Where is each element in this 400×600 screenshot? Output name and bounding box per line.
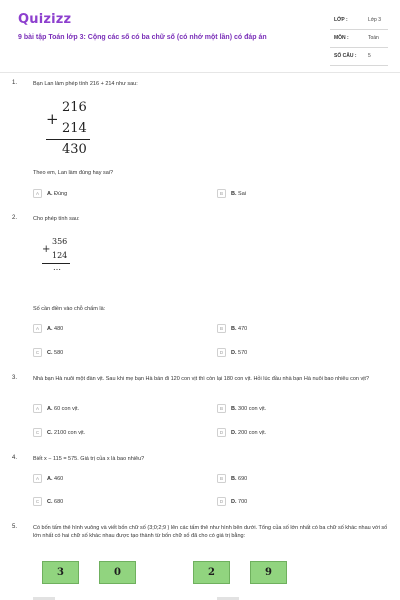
meta-row-grade (330, 12, 388, 30)
option-text: 700 (238, 498, 248, 505)
option-text: 580 (54, 349, 64, 356)
digit-card: 3 (42, 561, 79, 584)
question-number: 3. (12, 375, 18, 381)
option-label: D. (231, 498, 237, 505)
option-letter-box: B (217, 324, 226, 333)
calc-operand-b: 214 (62, 121, 87, 136)
option-text: 480 (54, 325, 64, 332)
digit-card: 9 (250, 561, 287, 584)
meta-label: LỚP : (334, 17, 348, 23)
meta-row-subject (330, 30, 388, 48)
option-text: 570 (238, 349, 248, 356)
meta-value: 5 (368, 53, 371, 59)
option-text: 680 (54, 498, 64, 505)
option-text: Đúng (54, 190, 68, 197)
question-text: Có bốn tấm thẻ hình vuông và viết bốn chữ số (3;0;2;9 ) lên các tấm thẻ như hình bên dưới. Tổng của số lớn nhất có ba chữ số khác nhau với số lớn nhất có hai chữ số khác nhau được tạo thành từ bốn chữ số đã cho có giá trị bằng: (33, 525, 388, 539)
option-text: 470 (238, 325, 248, 332)
header-divider (0, 72, 400, 73)
worksheet-title: 9 bài tập Toán lớp 3: Cộng các số có ba chữ số (có nhớ một lần) có đáp án (18, 34, 267, 41)
calculation-1 (44, 100, 94, 160)
meta-row-question-count (330, 48, 388, 66)
plus-sign: + (42, 244, 51, 255)
option-text: 460 (54, 475, 64, 482)
option-letter-box: D (217, 497, 226, 506)
question-number: 4. (12, 455, 18, 461)
calc-result: … (53, 263, 61, 272)
question-number: 2. (12, 215, 18, 221)
question-text: Cho phép tính sau: (33, 216, 80, 222)
meta-value: Lớp 3 (368, 17, 382, 23)
plus-sign: + (46, 110, 59, 128)
quizizz-logo: Quizizz (18, 12, 72, 27)
option-label: C. (47, 349, 53, 356)
option-letter-box: D (217, 428, 226, 437)
option-label: A. (47, 190, 53, 197)
calc-result: 430 (62, 142, 87, 157)
option-label: C. (47, 429, 53, 436)
option-label: D. (231, 429, 237, 436)
worksheet-header (0, 0, 400, 70)
option-letter-box: C (33, 348, 42, 357)
option-label: D. (231, 349, 237, 356)
option-label: B. (231, 190, 237, 197)
option-text: 300 con vịt. (238, 405, 267, 412)
calculation-2 (40, 237, 80, 285)
question-subtext: Theo em, Lan làm đúng hay sai? (33, 170, 114, 176)
question-text: Biết x − 115 = 575. Giá trị của x là bao nhiêu? (33, 456, 145, 462)
option-letter-box: B (217, 474, 226, 483)
option-letter-box: A (33, 189, 42, 198)
option-letter-box: D (217, 348, 226, 357)
option-label: B. (231, 325, 237, 332)
option-letter-box: C (33, 497, 42, 506)
question-text: Bạn Lan làm phép tính 216 + 214 như sau: (33, 81, 138, 87)
meta-label: MÔN : (334, 35, 349, 41)
meta-label: SỐ CÂU : (334, 53, 357, 59)
option-letter-box: A (33, 474, 42, 483)
calc-line (46, 139, 90, 140)
option-label: A. (47, 405, 53, 412)
question-subtext: Số cần điền vào chỗ chấm là: (33, 306, 106, 312)
option-label: B. (231, 405, 237, 412)
meta-value: Toán (368, 35, 379, 41)
question-number: 5. (12, 524, 18, 530)
option-letter-box: B (217, 189, 226, 198)
worksheet-meta (330, 12, 388, 66)
option-text: 2100 con vịt. (54, 429, 86, 436)
option-label: A. (47, 325, 53, 332)
option-text: 690 (238, 475, 248, 482)
option-text: 60 con vịt. (54, 405, 80, 412)
option-label: C. (47, 498, 53, 505)
calc-operand-a: 356 (52, 237, 68, 246)
option-letter-box: B (217, 404, 226, 413)
option-text: Sai (238, 190, 246, 197)
digit-card: 2 (193, 561, 230, 584)
option-letter-box: C (33, 428, 42, 437)
option-label: A. (47, 475, 53, 482)
option-text: 200 con vịt. (238, 429, 267, 436)
option-letter-box: A (33, 404, 42, 413)
digit-card: 0 (99, 561, 136, 584)
calc-operand-b: 124 (52, 251, 68, 260)
calc-operand-a: 216 (62, 100, 87, 115)
question-number: 1. (12, 80, 18, 86)
option-letter-box: A (33, 324, 42, 333)
question-text: Nhà bạn Hà nuôi một đàn vịt. Sau khi mẹ bạn Hà bán đi 120 con vịt thì còn lại 180 con vịt. Hỏi lúc đầu nhà bạn Hà nuôi bao nhiêu con vịt? (33, 376, 370, 382)
option-label: B. (231, 475, 237, 482)
